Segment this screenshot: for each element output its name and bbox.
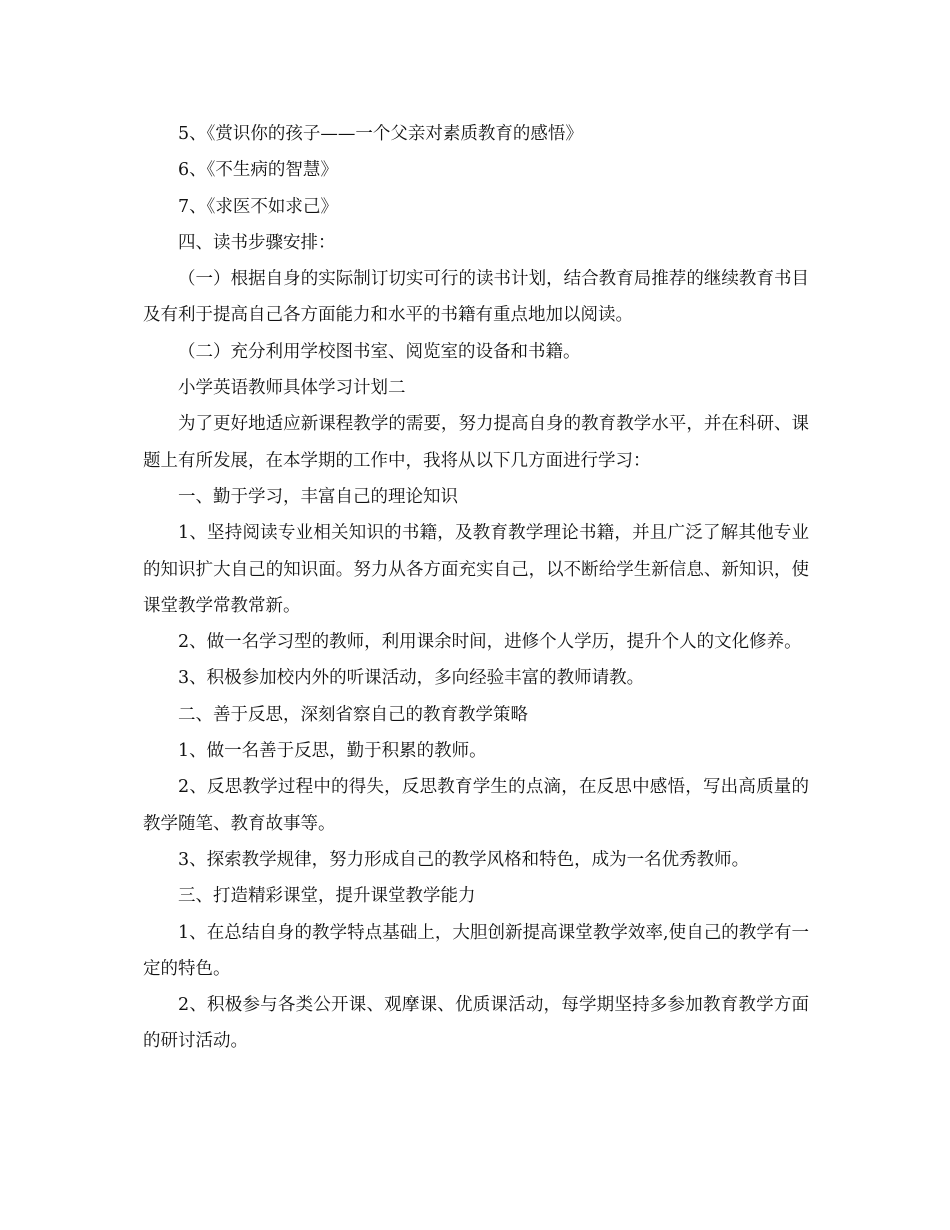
paragraph: 5、《赏识你的孩子——一个父亲对素质教育的感悟》: [178, 124, 583, 144]
document-title: 小学英语教师具体学习计划二: [178, 378, 406, 399]
section-heading: 四、读书步骤安排：: [178, 232, 336, 253]
paragraph: （一）根据自身的实际制订切实可行的读书计划，结合教育局推荐的继续教育书目及有利于提高自己各方面能力和水平的书籍有重点地加以阅读。: [143, 269, 809, 326]
paragraph: （二）充分利用学校图书室、阅览室的设备和书籍。: [178, 341, 581, 362]
paragraph: 7、《求医不如求己》: [178, 196, 338, 217]
paragraph: 为了更好地适应新课程教学的需要，努力提高自身的教育教学水平，并在科研、课题上有所发展，在本学期的工作中，我将从以下几方面进行学习：: [143, 414, 809, 471]
paragraph: 3、探索教学规律，努力形成自己的教学风格和特色，成为一名优秀教师。: [178, 849, 750, 870]
paragraph: 1、做一名善于反思，勤于积累的教师。: [178, 741, 487, 762]
section-heading: 三、打造精彩课堂，提升课堂教学能力: [178, 886, 476, 907]
paragraph: 2、积极参与各类公开课、观摩课、优质课活动，每学期坚持多参加教育教学方面的研讨活动。: [143, 995, 809, 1052]
paragraph: 2、做一名学习型的教师，利用课余时间，进修个人学历，提升个人的文化修养。: [178, 632, 802, 653]
paragraph: 2、反思教学过程中的得失，反思教育学生的点滴，在反思中感悟，写出高质量的教学随笔、教育故事等。: [143, 777, 809, 834]
paragraph: 3、积极参加校内外的听课活动，多向经验丰富的教师请教。: [178, 668, 645, 689]
section-heading: 一、勤于学习，丰富自己的理论知识: [178, 486, 458, 507]
paragraph: 1、在总结自身的教学特点基础上，大胆创新提高课堂教学效率,使自己的教学有一定的特色。: [143, 922, 809, 979]
section-heading: 二、善于反思，深刻省察自己的教育教学策略: [178, 704, 528, 725]
document-body: [143, 116, 809, 1060]
paragraph: 6、《不生病的智慧》: [178, 160, 338, 181]
paragraph: 1、坚持阅读专业相关知识的书籍，及教育教学理论书籍，并且广泛了解其他专业的知识扩大自己的知识面。努力从各方面充实自己，以不断给学生新信息、新知识，使课堂教学常教常新。: [143, 523, 809, 616]
